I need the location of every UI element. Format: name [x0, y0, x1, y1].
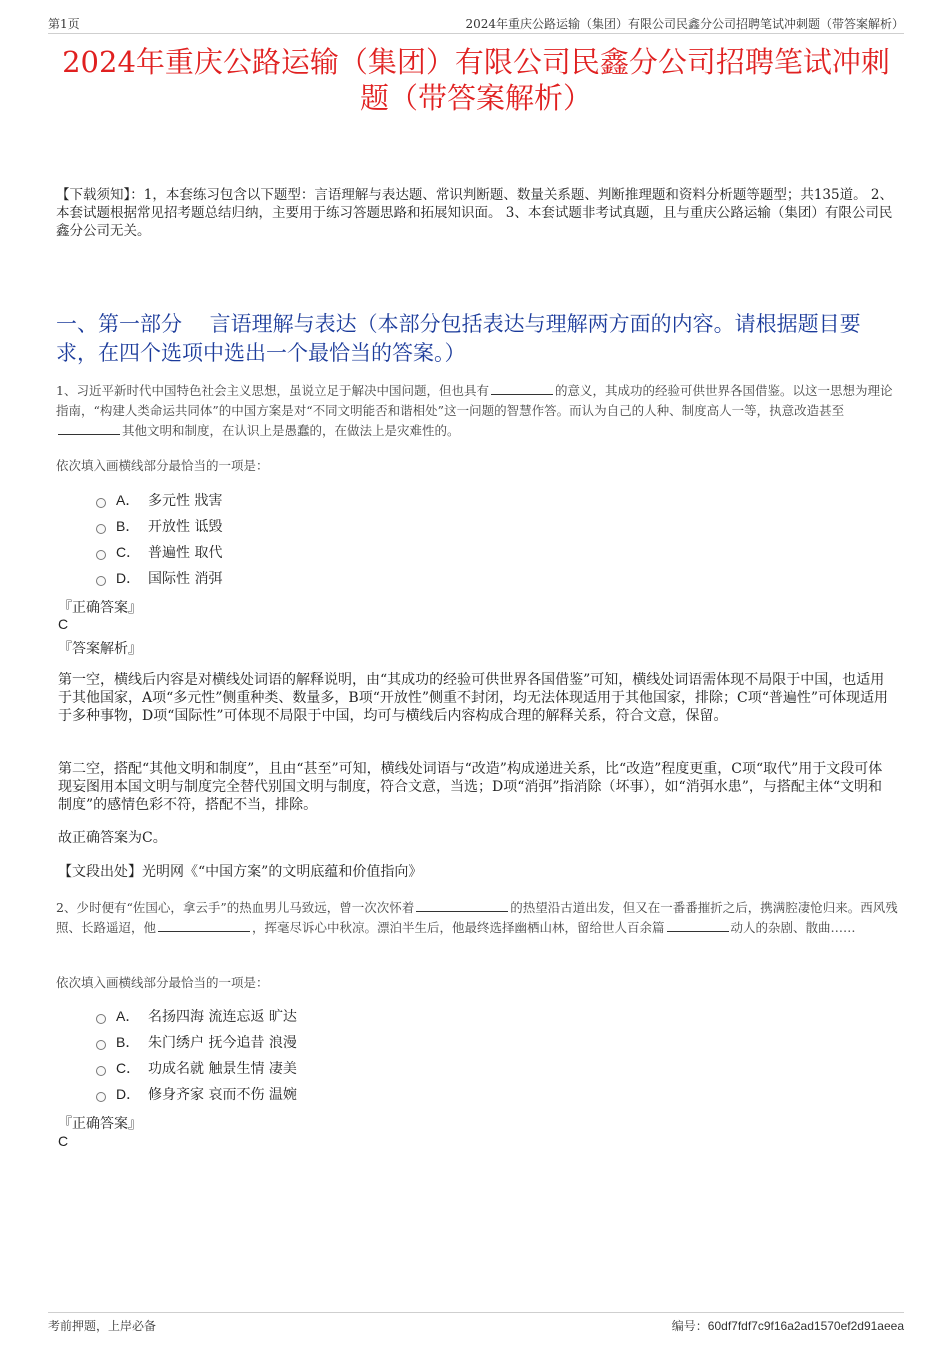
- radio-icon[interactable]: [96, 1014, 106, 1024]
- page-number: 第1页: [48, 17, 80, 31]
- document-code: 编号：60df7fdf7c9f16a2ad1570ef2d91aeea: [671, 1319, 904, 1333]
- page-footer: [48, 1312, 904, 1337]
- section-heading: 一、第一部分 言语理解与表达（本部分包括表达与理解两方面的内容。请根据题目要求，在四个选项中选出一个最恰当的答案。）: [56, 312, 861, 365]
- radio-icon[interactable]: [96, 1066, 106, 1076]
- option-a[interactable]: A． 名扬四海 流连忘返 旷达: [96, 1003, 297, 1029]
- analysis-paragraph-1: 第一空，横线后内容是对横线处词语的解释说明，由“其成功的经验可供世界各国借鉴”可知，横线处词语需体现不局限于中国，也适用于其他国家，A项“多元性”侧重种类、数量多，B项“开放性”侧重不封闭，均无法体现适用于其他国家，排除；C项“普遍性”可体现适用于多种事物，D项“国际性”可体现不局限于中国，均可与横线后内容构成合理的解释关系，符合文意，保留。: [58, 672, 889, 724]
- answer-label: 『正确答案』: [58, 1116, 142, 1132]
- radio-icon[interactable]: [96, 524, 106, 534]
- source-citation: 【文段出处】光明网《“中国方案”的文明底蕴和价值指向》: [58, 864, 423, 880]
- option-c[interactable]: C． 普遍性 取代: [96, 539, 222, 565]
- header-doc-title: 2024年重庆公路运输（集团）有限公司民鑫分公司招聘笔试冲刺题（带答案解析）: [465, 17, 904, 31]
- answer-value: C: [58, 1133, 69, 1149]
- option-d[interactable]: D． 修身齐家 哀而不伤 温婉: [96, 1081, 297, 1107]
- blank-line: [491, 381, 553, 395]
- option-c[interactable]: C． 功成名就 触景生情 凄美: [96, 1055, 297, 1081]
- footer-slogan: 考前押题，上岸必备: [48, 1319, 157, 1333]
- answer-label: 『正确答案』: [58, 600, 142, 616]
- page-header: [48, 13, 904, 34]
- question-1-prompt: 依次填入画横线部分最恰当的一项是：: [56, 458, 269, 473]
- document-title: 2024年重庆公路运输（集团）有限公司民鑫分公司招聘笔试冲刺题（带答案解析）: [62, 45, 890, 115]
- blank-line: [158, 918, 250, 932]
- blank-line: [667, 918, 729, 932]
- answer-value: C: [58, 616, 69, 632]
- radio-icon[interactable]: [96, 1040, 106, 1050]
- radio-icon[interactable]: [96, 550, 106, 560]
- analysis-conclusion: 故正确答案为C。: [58, 830, 167, 846]
- question-1-options: [96, 487, 222, 591]
- question-1-text: 1、习近平新时代中国特色社会主义思想，虽说立足于解决中国问题，但也具有 的意义，其成功的经验可供世界各国借鉴。以这一思想为理论指南，“构建人类命运共同体”的中国方案是对“不同文明能否和谐相处”这一问题的智慧作答。而认为自己的人种、制度高人一等，执意改造甚至其他文明和制度，在认识上是愚蠢的，在做法上是灾难性的。: [56, 383, 893, 438]
- option-d[interactable]: D． 国际性 消弭: [96, 565, 222, 591]
- analysis-label: 『答案解析』: [58, 641, 142, 657]
- option-b[interactable]: B． 朱门绣户 抚今追昔 浪漫: [96, 1029, 297, 1055]
- blank-line: [416, 898, 508, 912]
- option-b[interactable]: B． 开放性 诋毁: [96, 513, 222, 539]
- radio-icon[interactable]: [96, 576, 106, 586]
- question-2-text: 2、少时便有“佐国心，拿云手”的热血男儿马致远，曾一次次怀着 的热望沿古道出发，但又在一番番摧折之后，携满腔凄怆归来。西风残照、长路遥迢，他 ，挥毫尽诉心中秋凉。漂泊半生后，他最终选择幽栖山林，留给世人百余篇 动人的杂剧、散曲……: [56, 900, 898, 935]
- radio-icon[interactable]: [96, 498, 106, 508]
- option-a[interactable]: A． 多元性 戕害: [96, 487, 222, 513]
- question-2-options: [96, 1003, 297, 1107]
- blank-line: [58, 421, 120, 435]
- question-2-prompt: 依次填入画横线部分最恰当的一项是：: [56, 975, 269, 990]
- download-notice: 【下载须知】：1，本套练习包含以下题型：言语理解与表达题、常识判断题、数量关系题、判断推理题和资料分析题等题型；共135道。 2、本套试题根据常见招考题总结归纳，主要用于练习答题思路和拓展知识面。 3、本套试题非考试真题，且与重庆公路运输（集团）有限公司民鑫分公司无关。: [56, 187, 893, 239]
- analysis-paragraph-2: 第二空，搭配“其他文明和制度”，且由“甚至”可知，横线处词语与“改造”构成递进关系，比“改造”程度更重，C项“取代”用于文段可体现妄图用本国文明与制度完全替代别国文明与制度，符合文意，当选；D项“消弭”指消除（坏事），如“消弭水患”，与搭配主体“文明和制度”的感情色彩不符，搭配不当，排除。: [58, 761, 883, 813]
- radio-icon[interactable]: [96, 1092, 106, 1102]
